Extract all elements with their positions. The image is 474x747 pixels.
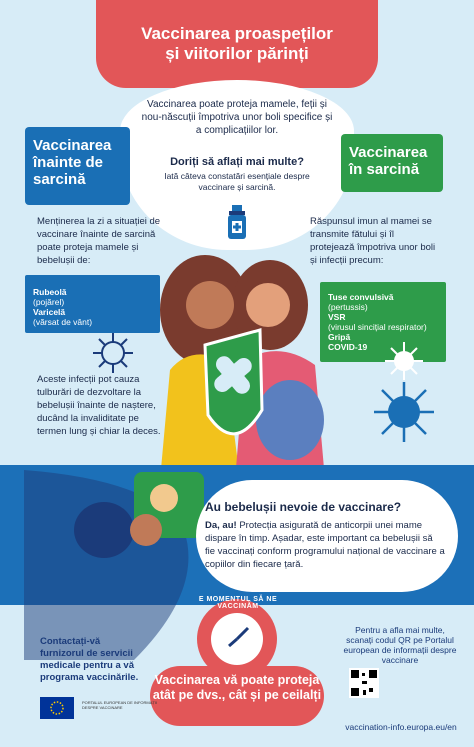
before-pregnancy-heading: Vaccinarea înainte de sarcină bbox=[25, 127, 130, 205]
qr-info-text: Pentru a afla mai multe, scanați codul QR pe Portalul european de informații despre vaccinare bbox=[343, 625, 457, 665]
vaccine-vial-icon bbox=[226, 205, 248, 241]
disease-name: Tuse convulsivă bbox=[328, 292, 394, 302]
disease-name: Gripă bbox=[328, 332, 351, 342]
title-line-2: și viitorilor părinți bbox=[165, 44, 309, 63]
during-pregnancy-heading: Vaccinarea în sarcină bbox=[341, 134, 443, 192]
disease-alt: (pojărel) bbox=[33, 297, 65, 307]
intro-text: Vaccinarea poate proteja mamele, feții și nou-născuții împotriva unor boli specifice și a complicațiilor lor. bbox=[141, 99, 333, 136]
protection-pill: Vaccinarea vă poate proteja atât pe dvs., cât și pe ceilalți bbox=[150, 666, 324, 726]
disease-alt: (vărsat de vânt) bbox=[33, 317, 93, 327]
eu-portal-caption: PORTALUL EUROPEAN DE INFORMAȚII DESPRE VACCINARE bbox=[82, 700, 158, 710]
baby-answer-lead: Da, au! bbox=[205, 520, 237, 531]
virus-icon bbox=[383, 340, 425, 382]
disease-alt: (virusul sincițial respirator) bbox=[328, 322, 427, 332]
before-pregnancy-diseases bbox=[25, 275, 160, 333]
title-line-1: Vaccinarea proaspeților bbox=[141, 24, 333, 43]
disease-name: VSR bbox=[328, 312, 346, 322]
intro-question: Doriți să aflați mai multe? bbox=[170, 156, 304, 168]
eu-flag-icon bbox=[40, 697, 74, 719]
mothers-illustration bbox=[150, 250, 330, 480]
before-pregnancy-text: Menținerea la zi a situației de vaccinare înainte de sarcină poate proteja mamele și bebelușii de: bbox=[37, 216, 161, 266]
intro-subtext: Iată câteva constatări esențiale despre vaccinare și sarcină. bbox=[164, 171, 310, 192]
infection-warning-text: Aceste infecții pot cauza tulburări de dezvoltare la bebelușii înainte de naștere, ducând la invaliditate pe termen lung și chiar la deces. bbox=[37, 374, 161, 437]
baby-answer-text: Protecția asigurată de anticorpii unei mame dispare în timp. Așadar, este important ca bebelușii să fie vaccinați conform programului național de vaccinare a copiilor din fiecare țară. bbox=[205, 520, 445, 570]
baby-question: Au bebelușii nevoie de vaccinare? bbox=[205, 500, 402, 514]
virus-icon bbox=[90, 330, 136, 376]
portal-url[interactable]: vaccination-info.europa.eu/en bbox=[345, 722, 457, 732]
during-pregnancy-text: Răspunsul imun al mamei se transmite fătului și îl protejează împotriva unor boli și infecții precum: bbox=[310, 216, 436, 266]
clock-label: E MOMENTUL SĂ NE VACCINĂM bbox=[198, 596, 278, 610]
disease-name: Rubeolă bbox=[33, 287, 67, 297]
qr-code-icon[interactable] bbox=[349, 668, 379, 698]
disease-name: COVID-19 bbox=[328, 342, 368, 352]
virus-icon bbox=[372, 380, 436, 444]
disease-name: Varicelă bbox=[33, 307, 66, 317]
disease-alt: (pertussis) bbox=[328, 302, 368, 312]
page-title bbox=[96, 0, 378, 88]
contact-provider-text: Contactați-vă furnizorul de servicii medicale pentru a vă programa vaccinările. bbox=[40, 636, 139, 683]
baby-answer bbox=[205, 519, 445, 571]
